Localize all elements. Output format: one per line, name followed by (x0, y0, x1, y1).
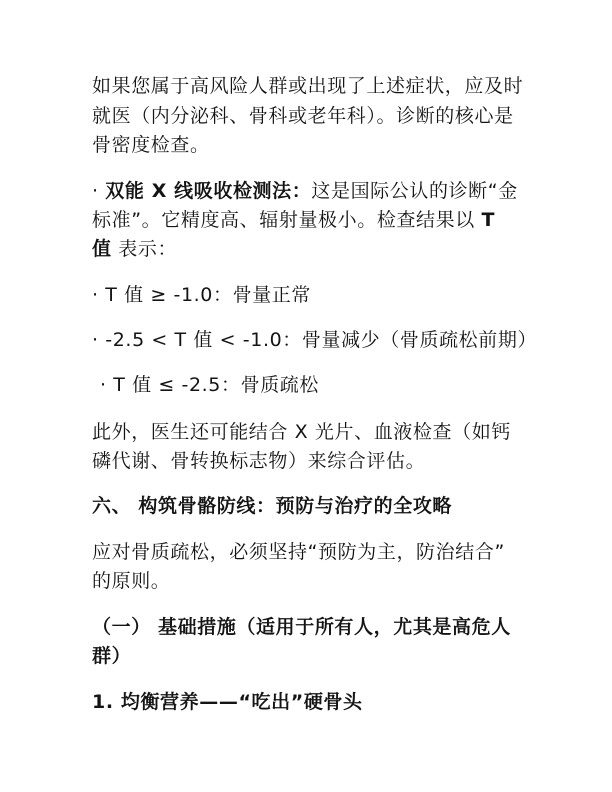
dexa-term: 双能 X 线吸收检测法： (105, 180, 312, 202)
subsection-heading-line: 群） (92, 645, 132, 667)
paragraph-line: 的原则。 (92, 570, 171, 592)
subsection-heading-line: （一） 基础措施（适用于所有人，尤其是高危人 (92, 616, 511, 638)
dexa-line-2 (92, 207, 532, 233)
dexa-text: 表示： (118, 238, 178, 260)
paragraph-line: 磷代谢、骨转换标志物）来综合评估。 (92, 450, 426, 472)
dexa-line-1 (92, 178, 532, 204)
t-score-osteoporosis: · T 值 ≤ -2.5：骨质疏松 (100, 374, 319, 396)
paragraph-line: 此外，医生还可能结合 X 光片、血液检查（如钙 (92, 421, 511, 443)
dexa-line-3 (92, 236, 532, 262)
dexa-text: 标准”。它精度高、辐射量极小。检查结果以 (92, 209, 475, 231)
section-heading: 六、 构筑骨骼防线：预防与治疗的全攻略 (92, 495, 453, 517)
t-score-normal: · T 值 ≥ -1.0：骨量正常 (92, 284, 311, 306)
paragraph-line: 应对骨质疏松，必须坚持“预防为主，防治结合” (92, 541, 505, 563)
item-heading: 1. 均衡营养——“吃出”硬骨头 (92, 691, 363, 713)
value-word: 值 (92, 238, 112, 260)
t-score-osteopenia: · -2.5 < T 值 < -1.0：骨量减少（骨质疏松前期） (92, 329, 538, 351)
paragraph-line: 如果您属于高风险人群或出现了上述症状，应及时 (92, 75, 524, 97)
t-symbol: T (481, 209, 496, 231)
dexa-text: 这是国际公认的诊断“金 (311, 180, 518, 202)
paragraph-line: 骨密度检查。 (92, 134, 210, 156)
bullet: · (92, 180, 99, 202)
paragraph-line: 就医（内分泌科、骨科或老年科）。诊断的核心是 (92, 105, 514, 127)
